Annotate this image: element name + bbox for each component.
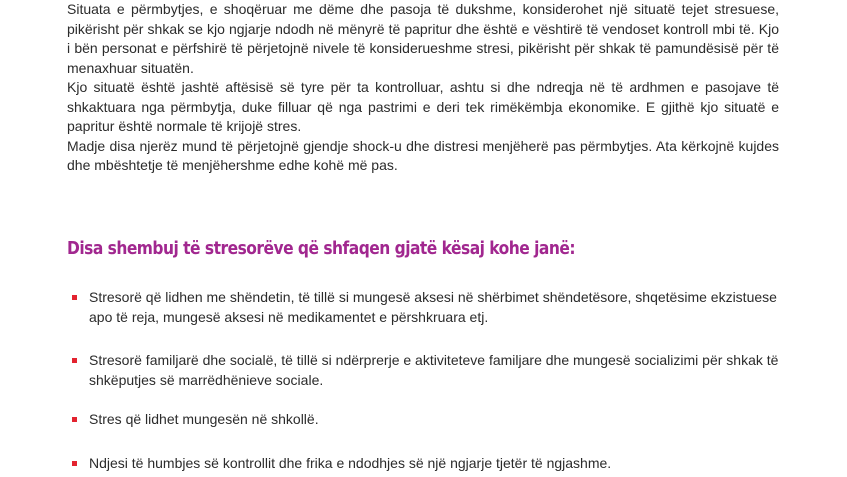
list-item-text: Stresorë familjarë dhe socialë, të tillë si ndërprerje e aktiviteteve familjare dhe mungesë socializimi për shkak të shkëputjes së marrëdhënieve sociale.	[89, 352, 779, 388]
list-item-text: Stres që lidhet mungesën në shkollë.	[89, 411, 319, 427]
list-item	[72, 288, 799, 327]
list-item-text: Ndjesi të humbjes së kontrollit dhe frika e ndodhjes së një ngjarje tjetër të ngjashme.	[89, 455, 612, 471]
list-item-text: Stresorë që lidhen me shëndetin, të tillë si mungesë aksesi në shërbimet shëndetësore, shqetësime ekzistuese apo të reja, mungesë aksesi në medikamentet e përshkruara etj.	[89, 289, 777, 325]
square-bullet-icon	[72, 295, 77, 300]
intro-text	[67, 0, 779, 176]
list-item	[72, 410, 799, 430]
square-bullet-icon	[72, 358, 77, 363]
square-bullet-icon	[72, 417, 77, 422]
square-bullet-icon	[72, 461, 77, 466]
section-heading: Disa shembuj të stresorëve që shfaqen gjatë kësaj kohe janë:	[67, 238, 576, 259]
list-item	[72, 351, 799, 390]
intro-paragraph-2: Kjo situatë është jashtë aftësisë së tyre për ta kontrolluar, ashtu si dhe ndreqja në të ardhmen e pasojave të shkaktuara nga përmbytja, duke filluar që nga pastrimi e deri tek rimëkëmbja ekonomike. E gjithë kjo situatë e papritur është normale të krijojë stres.	[67, 79, 779, 134]
list-item	[72, 454, 799, 474]
intro-paragraph-1: Situata e përmbytjes, e shoqëruar me dëme dhe pasoja të dukshme, konsiderohet një situatë tejet stresuese, pikërisht për shkak se kjo ngjarje ndodh në mënyrë të papritur dhe është e vështirë të vendoset kontroll mbi të. Kjo i bën personat e përfshirë të përjetojnë nivele të konsiderueshme stresi, pikërisht për shkak të pamundësisë për të menaxhuar situatën.	[67, 1, 779, 76]
intro-paragraph-3: Madje disa njerëz mund të përjetojnë gjendje shock-u dhe distresi menjëherë pas përmbytjes. Ata kërkojnë kujdes dhe mbështetje të menjëhershme edhe kohë më pas.	[67, 137, 779, 173]
